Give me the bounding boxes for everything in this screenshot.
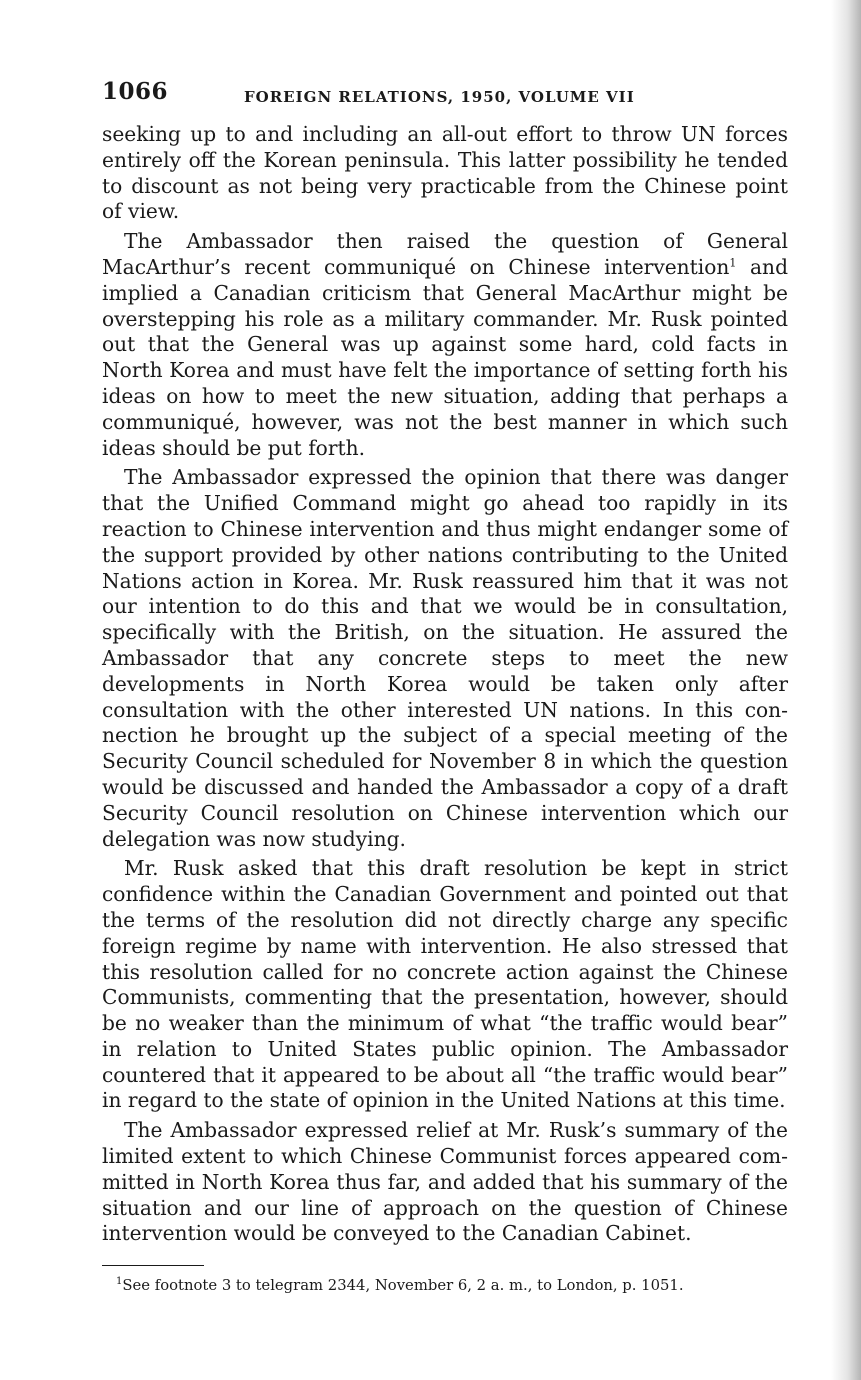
footnote [102, 1276, 788, 1296]
document-page [102, 78, 788, 1296]
paragraph-2-text-a: The Ambassador then raised the question of General MacArthur’s recent communiqué on Chinese intervention [102, 229, 788, 279]
running-title: FOREIGN RELATIONS, 1950, VOLUME VII [244, 88, 635, 106]
body-text [102, 122, 788, 1247]
page-edge-shadow [831, 0, 861, 1380]
paragraph-2 [102, 229, 788, 461]
footnote-divider [102, 1265, 204, 1266]
paragraph-4: Mr. Rusk asked that this draft resolution be kept in strict confidence within the Canadian Government and pointed out that the terms of the resolution did not directly charge any specific foreign regime by name with intervention. He also stressed that this resolution called for no concrete action against the Chinese Communists, commenting that the presentation, however, should be no weaker than the minimum of what “the traffic would bear” in relation to United States public opinion. The Ambassador countered that it appeared to be about all “the traffic would bear” in regard to the state of opinion in the United Nations at this time. [102, 856, 788, 1113]
footnote-reference[interactable]: 1 [729, 256, 737, 270]
paragraph-3: The Ambassador expressed the opinion that there was danger that the Unified Command might go ahead too rapidly in its reaction to Chinese intervention and thus might endanger some of the support provided by other nations contributing to the United Nations action in Korea. Mr. Rusk reassured him that it was not our intention to do this and that we would be in consultation, specifically with the British, on the situation. He assured the Ambassador that any concrete steps to meet the new developments in North Korea would be taken only after consultation with the other interested UN nations. In this connection he brought up the subject of a special meeting of the Security Council scheduled for November 8 in which the question would be discussed and handed the Ambassador a copy of a draft Security Council resolution on Chinese intervention which our delegation was now studying. [102, 465, 788, 851]
page-number: 1066 [102, 78, 169, 105]
footnote-marker: 1 [116, 1276, 123, 1288]
footnote-text: See footnote 3 to telegram 2344, November 6, 2 a. m., to London, p. 1051. [122, 1277, 684, 1295]
paragraph-2-text-b: and implied a Canadian criticism that General MacArthur might be overstepping his role as a military commander. Mr. Rusk pointed out that the General was up against some hard, cold facts in North Korea and must have felt the importance of setting forth his ideas on how to meet the new situation, adding that perhaps a communiqué, however, was not the best manner in which such ideas should be put forth. [102, 254, 788, 460]
paragraph-1: seeking up to and including an all-out effort to throw UN forces entirely off the Korean peninsula. This latter possibility he tended to discount as not being very practicable from the Chinese point of view. [102, 122, 788, 224]
page-header [102, 78, 788, 110]
paragraph-5: The Ambassador expressed relief at Mr. Rusk’s summary of the limited extent to which Chinese Communist forces appeared committed in North Korea thus far, and added that his summary of the situation and our line of approach on the question of Chinese intervention would be conveyed to the Canadian Cabinet. [102, 1118, 788, 1246]
